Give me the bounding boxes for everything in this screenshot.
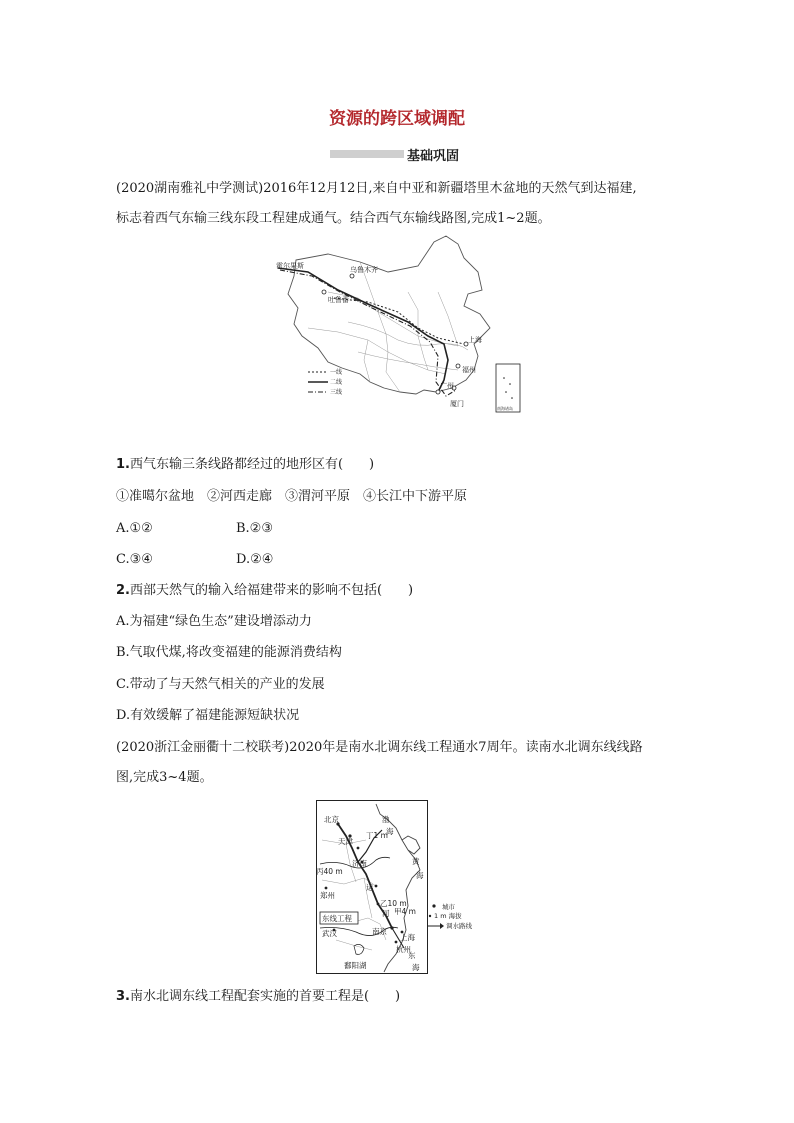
q1-option-b: B.②③ (236, 521, 273, 536)
section-label: 基础巩固 (407, 148, 460, 164)
label-beijing: 北京 (324, 815, 339, 824)
label-urumqi: 乌鲁木齐 (350, 266, 378, 274)
label-zhengzhou: 郑州 (320, 891, 335, 900)
label-xiamen: 厦门 (450, 400, 464, 408)
q1-option-c: C.③④ (116, 552, 153, 567)
map-south-north-water-east-route (316, 800, 480, 974)
label-ding: 丁1 m (366, 831, 388, 840)
south-china-sea-inset (496, 364, 520, 412)
label-shanghai: 上海 (468, 336, 482, 344)
label-yellow-1: 黄 (412, 857, 420, 866)
q3-number: 3. (116, 989, 130, 1004)
label-bohai-2: 海 (386, 827, 394, 836)
q2-option-b: B.气取代煤,将改变福建的能源消费结构 (116, 645, 342, 660)
legend-route: 调水路线 (446, 922, 472, 930)
q2-stem-text: 西部天然气的输入给福建带来的影响不包括( ) (129, 583, 414, 598)
china-outline (288, 236, 490, 394)
label-jinan: 济南 (352, 859, 367, 868)
label-east-route-project: 东线工程 (322, 914, 352, 923)
pipeline-line3 (280, 270, 456, 396)
label-guangzhou: 广州 (440, 382, 454, 390)
section-heading (330, 146, 459, 162)
legend-line3: 三线 (330, 389, 343, 396)
section-bar (330, 150, 404, 158)
q3-stem-text: 南水北调东线工程配套实施的首要工程是( ) (129, 989, 401, 1004)
label-yi: 乙10 m (380, 899, 407, 908)
map1-legend (308, 368, 342, 396)
label-poyang: 鄱阳湖 (344, 961, 367, 970)
label-khorgos: 霍尔果斯 (276, 262, 304, 270)
q2-number: 2. (116, 583, 130, 598)
label-bohai-1: 渤 (382, 815, 390, 824)
label-hangzhou: 杭州 (396, 945, 411, 954)
map2-legend (428, 902, 473, 930)
label-inset: 南海诸岛 (497, 406, 513, 411)
q1-items: ①准噶尔盆地 ②河西走廊 ③渭河平原 ④长江中下游平原 (116, 489, 468, 504)
east-route-project-label (320, 912, 358, 924)
label-east-2: 海 (412, 963, 420, 972)
q1-stem (116, 456, 374, 474)
intro1-line2: 标志着西气东输三线东段工程建成通气。结合西气东输线路图,完成1~2题。 (116, 211, 551, 226)
label-nanjing: 南京 (372, 927, 387, 936)
legend-line2: 二线 (330, 379, 343, 386)
q1-number: 1. (116, 457, 130, 472)
label-turpan: 吐鲁番 (328, 296, 349, 304)
label-jia: 甲4 m (394, 907, 416, 916)
q3-stem (116, 988, 400, 1006)
q1-option-a: A.①② (116, 521, 153, 536)
page-title: 资源的跨区域调配 (329, 109, 465, 129)
q2-option-c: C.带动了与天然气相关的产业的发展 (116, 677, 325, 692)
label-tianjin: 天津 (338, 837, 353, 846)
q2-stem (116, 582, 413, 600)
legend-city: 城市 (442, 903, 455, 911)
intro2-line1: (2020浙江金丽衢十二校联考)2020年是南水北调东线工程通水7周年。读南水北调东线线路 (116, 740, 643, 755)
legend-elevation: 1 m 海拔 (434, 912, 462, 920)
label-shanghai-2: 上海 (400, 933, 415, 942)
label-yellow-2: 海 (416, 871, 424, 880)
label-bing: 丙40 m (316, 867, 343, 876)
intro1-line1: (2020湖南雅礼中学测试)2016年12月12日,来自中亚和新疆塔里木盆地的天然气到达福建, (116, 181, 637, 196)
q1-option-d: D.②④ (236, 552, 274, 567)
map-west-east-gas (268, 232, 524, 420)
label-he: 河 (382, 909, 390, 918)
intro2-line2: 图,完成3~4题。 (116, 770, 213, 785)
label-east-1: 东 (408, 951, 416, 960)
q2-option-d: D.有效缓解了福建能源短缺状况 (116, 708, 300, 723)
label-fuzhou: 福州 (462, 366, 476, 374)
q1-stem-text: 西气东输三条线路都经过的地形区有( ) (129, 457, 375, 472)
legend-line1: 一线 (330, 369, 343, 376)
q2-option-a: A.为福建“绿色生态”建设增添动力 (116, 614, 312, 629)
label-wuhan: 武汉 (322, 929, 337, 938)
rivers (348, 322, 468, 370)
label-yun: 运 (366, 883, 374, 892)
